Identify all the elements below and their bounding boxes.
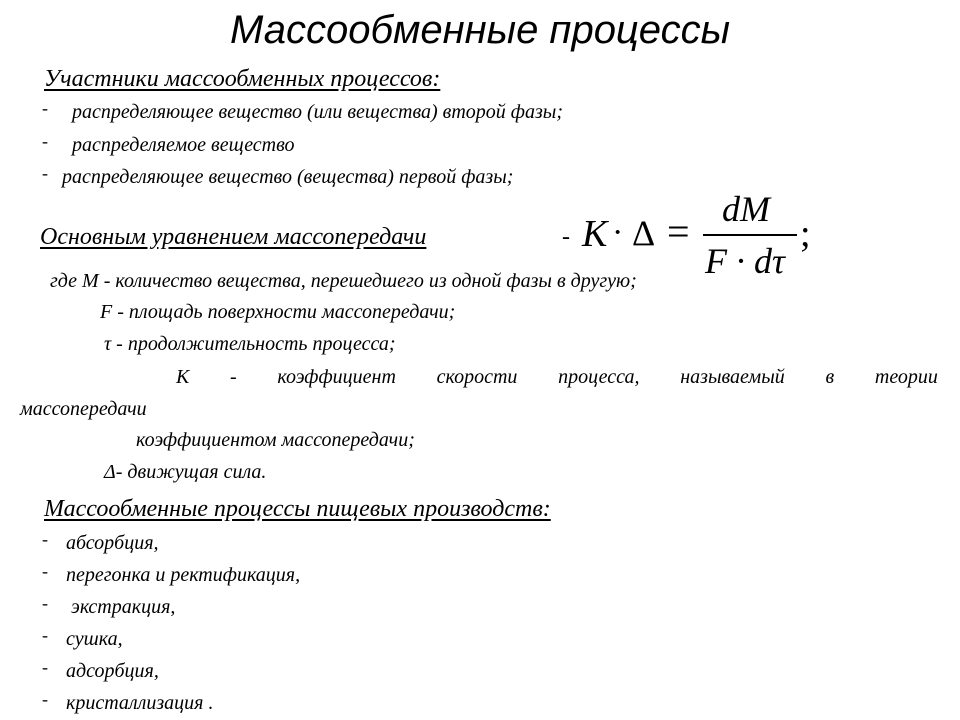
definition-k-word: теории — [874, 366, 938, 388]
definition-k-word: называемый — [680, 366, 785, 388]
definition-k — [176, 364, 938, 390]
equation-label-text: Основным уравнением массопередачи — [40, 224, 427, 250]
mass-transfer-formula — [0, 0, 960, 300]
bullet-dash: - — [42, 131, 48, 151]
process-item: кристаллизация . — [66, 692, 214, 714]
process-item: адсорбция, — [66, 660, 159, 682]
bullet-dash: - — [42, 689, 48, 709]
definition-k-word: скорости — [436, 366, 518, 388]
definition-k-word: процесса, — [558, 366, 640, 388]
page-title: Массообменные процессы — [229, 8, 731, 52]
formula-denominator: F · dτ — [705, 241, 785, 281]
definition-k-continued: массопередачи — [20, 398, 147, 420]
formula-semicolon: ; — [800, 213, 811, 255]
participant-item: распределяемое вещество — [72, 134, 295, 156]
process-item: перегонка и ректификация, — [66, 564, 301, 586]
definition-m: где M - количество вещества, перешедшего из одной фазы в другую; — [50, 270, 637, 292]
equation-dash: - — [562, 224, 570, 250]
formula-dot: · — [612, 214, 624, 251]
definition-k-word: К — [176, 366, 190, 388]
formula-k: K — [582, 213, 608, 255]
formula-numerator: dM — [722, 189, 770, 229]
bullet-dash: - — [42, 529, 48, 549]
participant-item: распределяющее вещество (или вещества) второй фазы; — [72, 101, 563, 123]
formula-equals: = — [667, 209, 690, 254]
participants-heading: Участники массообменных процессов: — [44, 66, 441, 92]
definition-k-continued-2: коэффициентом массопередачи; — [136, 429, 415, 451]
formula-delta: Δ — [632, 213, 656, 253]
definition-k-word: - — [230, 366, 237, 388]
process-item: абсорбция, — [66, 532, 159, 554]
bullet-dash: - — [42, 625, 48, 645]
process-item: сушка, — [66, 628, 123, 650]
bullet-dash: - — [42, 657, 48, 677]
food-processes-heading: Массообменные процессы пищевых производств: — [44, 496, 551, 522]
fraction-bar — [703, 234, 797, 236]
bullet-dash: - — [42, 593, 48, 613]
bullet-dash: - — [42, 163, 48, 183]
definition-tau: τ - продолжительность процесса; — [104, 333, 396, 355]
definition-delta: Δ- движущая сила. — [104, 461, 267, 483]
process-item: экстракция, — [66, 596, 176, 618]
bullet-dash: - — [42, 98, 48, 118]
bullet-dash: - — [42, 561, 48, 581]
definition-k-word: в — [825, 366, 835, 388]
participant-item: распределяющее вещество (вещества) первой фазы; — [62, 166, 514, 188]
definition-k-word: коэффициент — [277, 366, 396, 388]
definition-f: F - площадь поверхности массопередачи; — [100, 301, 456, 323]
